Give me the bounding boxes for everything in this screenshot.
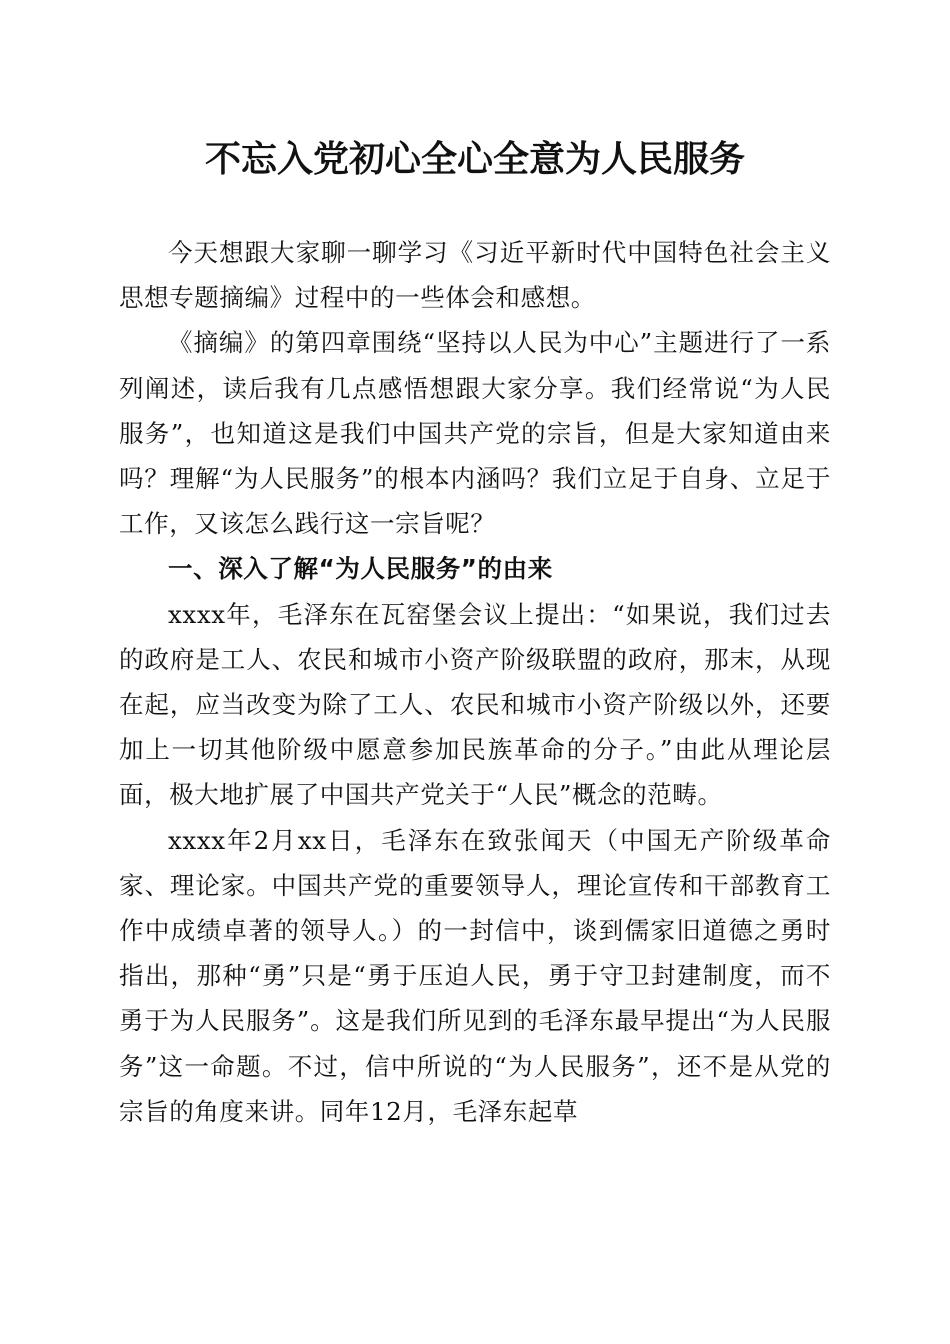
paragraph-summary: 《摘编》的第四章围绕“坚持以人民为中心”主题进行了一系列阐述，读后我有几点感悟想跟大家分享。我们经常说“为人民服务”，也知道这是我们中国共产党的宗旨，但是大家知道由来吗？理解“为人民服务”的根本内涵吗？我们立足于自身、立足于工作，又该怎么践行这一宗旨呢？ <box>119 328 831 539</box>
paragraph-intro: 今天想跟大家聊一聊学习《习近平新时代中国特色社会主义思想专题摘编》过程中的一些体会和感想。 <box>119 238 831 313</box>
document-body <box>119 230 831 1134</box>
paragraph-history-2: xxxx年2月xx日，毛泽东在致张闻天（中国无产阶级革命家、理论家。中国共产党的重要领导人，理论宣传和干部教育工作中成绩卓著的领导人。）的一封信中，谈到儒家旧道德之勇时指出，那种“勇”只是“勇于压迫人民，勇于守卫封建制度，而不勇于为人民服务”。这是我们所见到的毛泽东最早提出“为人民服务”这一命题。不过，信中所说的“为人民服务”，还不是从党的宗旨的角度来讲。同年12月，毛泽东起草 <box>119 825 831 1126</box>
page-title: 不忘入党初心全心全意为人民服务 <box>204 139 745 180</box>
section-heading: 一、深入了解“为人民服务”的由来 <box>168 554 553 584</box>
paragraph-history-1: xxxx年，毛泽东在瓦窑堡会议上提出：“如果说，我们过去的政府是工人、农民和城市小资产阶级联盟的政府，那末，从现在起，应当改变为除了工人、农民和城市小资产阶级以外，还要加上一切其他阶级中愿意参加民族革命的分子。”由此从理论层面，极大地扩展了中国共产党关于“人民”概念的范畴。 <box>119 599 831 810</box>
